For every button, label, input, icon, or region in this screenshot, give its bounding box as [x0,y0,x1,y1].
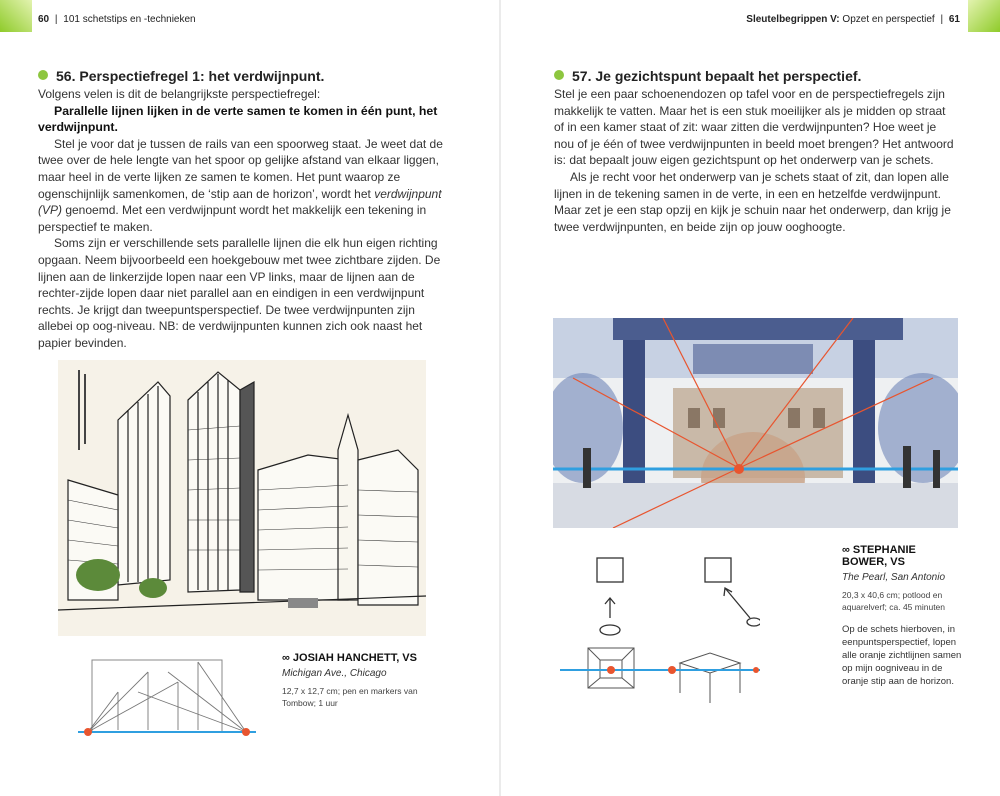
book-title: 101 schetstips en -technieken [63,14,196,25]
two-point-perspective-diagram [78,652,256,746]
page-number-right: 61 [948,14,960,25]
two-point-perspective-drawing [78,652,256,746]
caption-work-title: Michigan Ave., Chicago [282,668,387,679]
caption-bower [842,544,962,688]
caption-work-title: The Pearl, San Antonio [842,572,946,583]
corner-tab-left [0,0,32,32]
chicago-sketch-drawing [58,360,426,636]
section-body-57 [554,86,954,235]
chapter-title: Opzet en perspectief [842,14,935,25]
artist-marker-icon: ∞ [842,544,853,556]
right-page [500,0,1000,796]
viewpoint-diagrams-drawing [560,548,760,718]
section-heading-56: 56. Perspectiefregel 1: het verdwijnpunt. [38,68,324,84]
pearl-watercolor-drawing [553,318,958,528]
section-heading-57: 57. Je gezichtspunt bepaalt het perspectief. [554,68,861,84]
viewpoint-diagrams [560,548,760,718]
paragraph-2: Soms zijn er verschillende sets parallelle lijnen die elk hun eigen richting opgaan. Neem bijvoorbeeld een hoekgebouw met twee zichtbare zijden. De lijnen aan de linkerzijde lopen naar een VP links, maar de lijnen aan de rechter-zijde lopen daar niet parallel aan en eindigen in een verdwijnpunt rechts. Je krijgt dan tweepuntsperspectief. De twee verdwijnpunten zijn allebei op oog-niveau. NB: de verdwijnpunten kunnen zich ook naast het papier bevinden. [38,236,441,350]
corner-tab-right [968,0,1000,32]
pearl-watercolor-image [553,318,958,528]
caption-note: Op de schets hierboven, in eenpuntsperspectief, lopen alle oranje zichtlijnen samen op mijn oogniveau in de oranje stip aan de horizon. [842,624,962,687]
bullet-dot-icon [38,70,48,80]
section-body-56 [38,86,452,352]
caption-artist: ∞ JOSIAH HANCHETT, VS [282,652,417,664]
caption-hanchett [282,652,442,719]
left-page-header: 60 | 101 schetstips en -technieken [38,14,196,25]
paragraph-1: Stel je voor dat je tussen de rails van een spoorweg staat. Je weet dat de twee over de hele lengte van het spoor op gelijke afstand van elkaar liggen, maar heel in de verte lijken ze samen te komen. Het punt waarop ze ogenschijnlijk samenkomen, de ‘stip aan de horizon’, wordt het verdwijnpunt (VP) genoemd. Met een verdwijnpunt wordt het makkelijk een tekening in perspectief te maken. [38,136,443,234]
bullet-dot-icon [554,70,564,80]
caption-meta: 20,3 x 40,6 cm; potlood en aquarelverf; ca. 45 minuten [842,590,946,612]
paragraph-2: Als je recht voor het onderwerp van je schets staat of zit, dan lopen alle lijnen in de tekening samen in de verte, in een en hetzelfde verdwijnpunt. Maar zet je een stap opzij en kijk je schuin naar het onderwerp, dan krijg je twee verdwijnpunten, en beide zijn op jouw ooghoogte. [554,169,951,234]
artist-marker-icon: ∞ [282,652,293,664]
paragraph-1: Stel je een paar schoenendozen op tafel voor en de perspectiefregels zijn makkelijk te vatten. Maar het is een stuk moeilijker als je midden op straat of in een kamer staat of zit: waar zitten die verdwijnpunten? Hoe weet je nou of je één of twee verdwijnpunten in beeld moet brengen? Het antwoord is: dat bepaalt jouw eigen gezichtspunt op het onderwerp van je schets. [554,87,954,168]
chicago-sketch-image [58,360,426,636]
page-number-left: 60 [38,14,50,25]
chapter-label: Sleutelbegrippen V: [746,14,840,25]
caption-meta: 12,7 x 12,7 cm; pen en markers van Tombow; 1 uur [282,686,418,708]
rule-text: Parallelle lijnen lijken in de verte samen te komen in één punt, het verdwijnpunt. [38,103,438,135]
caption-artist: ∞ STEPHANIE BOWER, VS [842,544,916,568]
right-page-header: Sleutelbegrippen V: Opzet en perspectief | 61 [746,14,960,25]
intro-text: Volgens velen is dit de belangrijkste perspectiefregel: [38,87,321,101]
